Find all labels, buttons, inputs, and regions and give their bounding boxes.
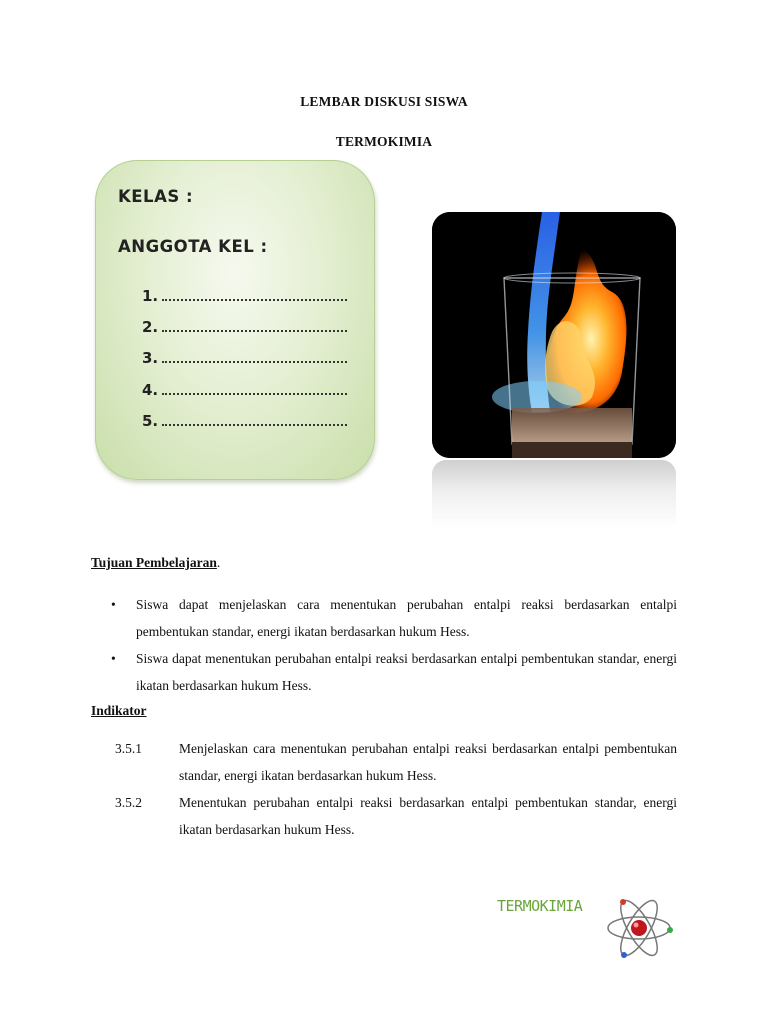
section-heading-tujuan <box>91 555 220 571</box>
member-blank <box>162 414 347 426</box>
fire-glass-illustration <box>432 212 676 458</box>
tujuan-heading-suffix: . <box>216 555 221 570</box>
member-blank <box>162 351 347 363</box>
bullet-icon: • <box>111 651 116 666</box>
student-info-card <box>95 160 375 480</box>
kelas-label: KELAS : <box>118 187 194 206</box>
page-title: LEMBAR DISKUSI SISWA <box>300 94 468 109</box>
indicator-number: 3.5.2 <box>115 795 142 810</box>
list-item-text: Siswa dapat menentukan perubahan entalpi reaksi berdasarkan entalpi pembentukan standar, energi ikatan berdasarkan hukum Hess. <box>136 651 677 693</box>
member-blank <box>162 320 347 332</box>
member-line[interactable] <box>142 412 347 430</box>
list-item <box>111 645 677 699</box>
member-line[interactable] <box>142 349 347 367</box>
member-line[interactable] <box>142 381 347 399</box>
image-reflection <box>432 460 676 528</box>
tujuan-heading-text: Tujuan Pembelajaran <box>91 555 217 570</box>
member-blank <box>162 289 347 301</box>
section-heading-indikator: Indikator <box>91 703 147 718</box>
indicator-item <box>115 735 677 789</box>
member-number: 5. <box>142 412 159 430</box>
indicator-text: Menentukan perubahan entalpi reaksi berdasarkan entalpi pembentukan standar, energi ikatan berdasarkan hukum Hess. <box>179 795 677 837</box>
anggota-label: ANGGOTA KEL : <box>118 237 268 256</box>
member-line[interactable] <box>142 287 347 305</box>
fire-glass-image <box>432 212 676 458</box>
member-number: 4. <box>142 381 159 399</box>
member-number: 2. <box>142 318 159 336</box>
list-item <box>111 591 677 645</box>
list-item-text: Siswa dapat menjelaskan cara menentukan perubahan entalpi reaksi berdasarkan entalpi pembentukan standar, energi ikatan berdasarkan hukum Hess. <box>136 597 677 639</box>
indicator-text: Menjelaskan cara menentukan perubahan entalpi reaksi berdasarkan entalpi pembentukan standar, energi ikatan berdasarkan hukum Hess. <box>179 741 677 783</box>
member-number: 3. <box>142 349 159 367</box>
page-subtitle: TERMOKIMIA <box>335 134 433 149</box>
indicator-number: 3.5.1 <box>115 741 142 756</box>
footer-brand: TERMOKIMIA <box>497 897 583 915</box>
member-line[interactable] <box>142 318 347 336</box>
bullet-icon: • <box>111 597 116 612</box>
member-blank <box>162 383 347 395</box>
indicator-item <box>115 789 677 843</box>
atom-icon <box>604 893 674 963</box>
member-number: 1. <box>142 287 159 305</box>
